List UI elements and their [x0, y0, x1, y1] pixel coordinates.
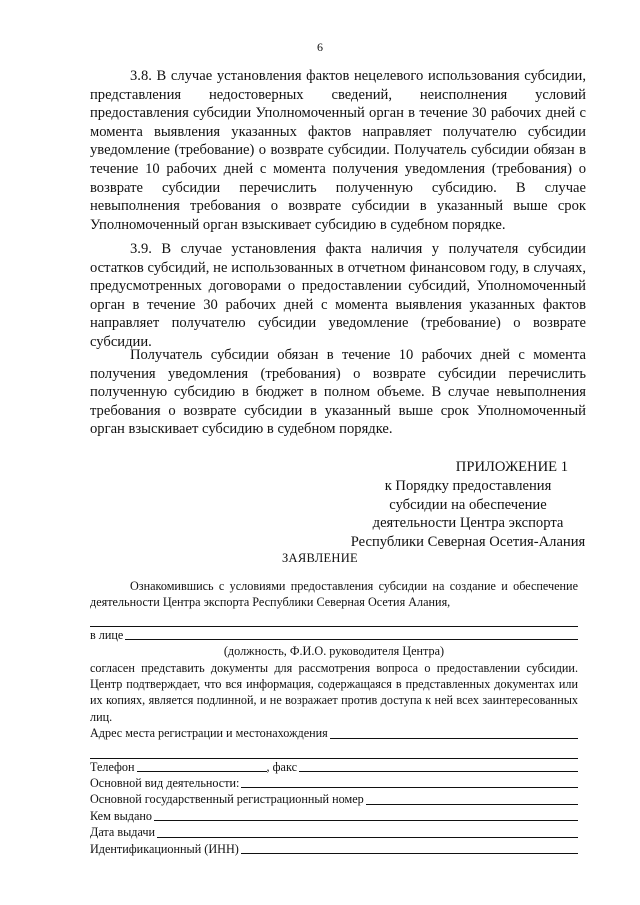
blank-line-applicant[interactable]: [90, 611, 578, 627]
statement-form: [90, 578, 578, 857]
inn-row: [90, 841, 578, 857]
inn-label: Идентификационный (ИНН): [90, 841, 239, 856]
statement-title: ЗАЯВЛЕНИЕ: [282, 551, 358, 565]
statement-intro: Ознакомившись с условиями предоставления субсидии на создание и обеспечение деятельности Центра экспорта Республики Северная Осетия Алания,: [90, 579, 578, 610]
issued-by-row: [90, 808, 578, 824]
paragraph-3-9: 3.9. В случае установления факта наличия у получателя субсидии остатков субсидий, не использованных в отчетном финансовом году, в случаях, предусмотренных договорами о предоставлении субсидий, Уполномоченный орган в течение 30 рабочих дней с момента выявления указанных фактов направляет получателю субсидии уведомление (требование) о возврате субсидии.: [90, 241, 586, 350]
position-caption: (должность, Ф.И.О. руководителя Центра): [223, 644, 445, 659]
appendix-title: ПРИЛОЖЕНИЕ 1: [455, 459, 568, 475]
phone-field[interactable]: [137, 771, 267, 772]
page-number: 6: [317, 40, 323, 54]
section-3-8: [90, 67, 586, 234]
appendix-line-4: Республики Северная Осетия-Алания: [350, 534, 586, 551]
address-row: [90, 725, 578, 741]
in-person-field[interactable]: [125, 639, 578, 640]
section-3-9-cont: [90, 346, 586, 439]
statement-agreement: согласен представить документы для рассмотрения вопроса о предоставлении субсидии. Центр подтверждает, что вся информация, содержащаяся в представленных документах или их копиях, является подлинной, и не возражает против доступа к ней всех заинтересованных лиц.: [90, 660, 578, 724]
issued-by-field[interactable]: [154, 820, 578, 821]
blank-line-address-2[interactable]: [90, 742, 578, 759]
appendix-line-3: деятельности Центра экспорта: [372, 515, 564, 532]
ogrn-field[interactable]: [366, 804, 578, 805]
issue-date-row: [90, 824, 578, 840]
phone-fax-row: [90, 759, 578, 775]
ogrn-row: [90, 791, 578, 807]
activity-row: [90, 775, 578, 791]
fax-label: , факс: [266, 759, 297, 774]
phone-label: Телефон: [90, 759, 135, 774]
ogrn-label: Основной государственный регистрационный номер: [90, 792, 364, 807]
activity-field[interactable]: [241, 787, 578, 788]
paragraph-3-8: 3.8. В случае установления фактов нецелевого использования субсидии, представления недостоверных сведений, неисполнения условий предоставления субсидии Уполномоченный орган в течение 30 рабочих дней с момента выявления указанных фактов направляет получателю субсидии уведомление (требование) о возврате субсидии. Получатель субсидии обязан в течение 10 рабочих дней с момента получения уведомления (требования) о возврате субсидии перечислить полученную субсидию. В случае невыполнения требования о возврате субсидии в указанный выше срок Уполномоченный орган взыскивает субсидию в судебном порядке.: [90, 68, 586, 233]
in-person-row: [90, 627, 578, 643]
issue-date-field[interactable]: [157, 837, 578, 838]
address-field[interactable]: [330, 738, 578, 739]
in-person-label: в лице: [90, 627, 124, 642]
inn-field[interactable]: [241, 853, 578, 854]
fax-field[interactable]: [299, 771, 578, 772]
appendix-line-2: субсидии на обеспечение: [389, 496, 547, 513]
paragraph-recipient-obligation: Получатель субсидии обязан в течение 10 рабочих дней с момента получения уведомления (требования) о возврате субсидии перечислить полученную субсидию в бюджет в полном объеме. В случае невыполнения требования о возврате субсидии в указанный выше срок Уполномоченный орган взыскивает субсидию в судебном порядке.: [90, 347, 586, 438]
activity-label: Основной вид деятельности:: [90, 776, 240, 790]
issue-date-label: Дата выдачи: [90, 825, 156, 840]
appendix-line-1: к Порядку предоставления: [384, 477, 552, 494]
section-3-9: [90, 240, 586, 352]
appendix-header: [320, 458, 586, 552]
issued-by-label: Кем выдано: [90, 808, 153, 823]
address-label: Адрес места регистрации и местонахождения: [90, 726, 328, 741]
